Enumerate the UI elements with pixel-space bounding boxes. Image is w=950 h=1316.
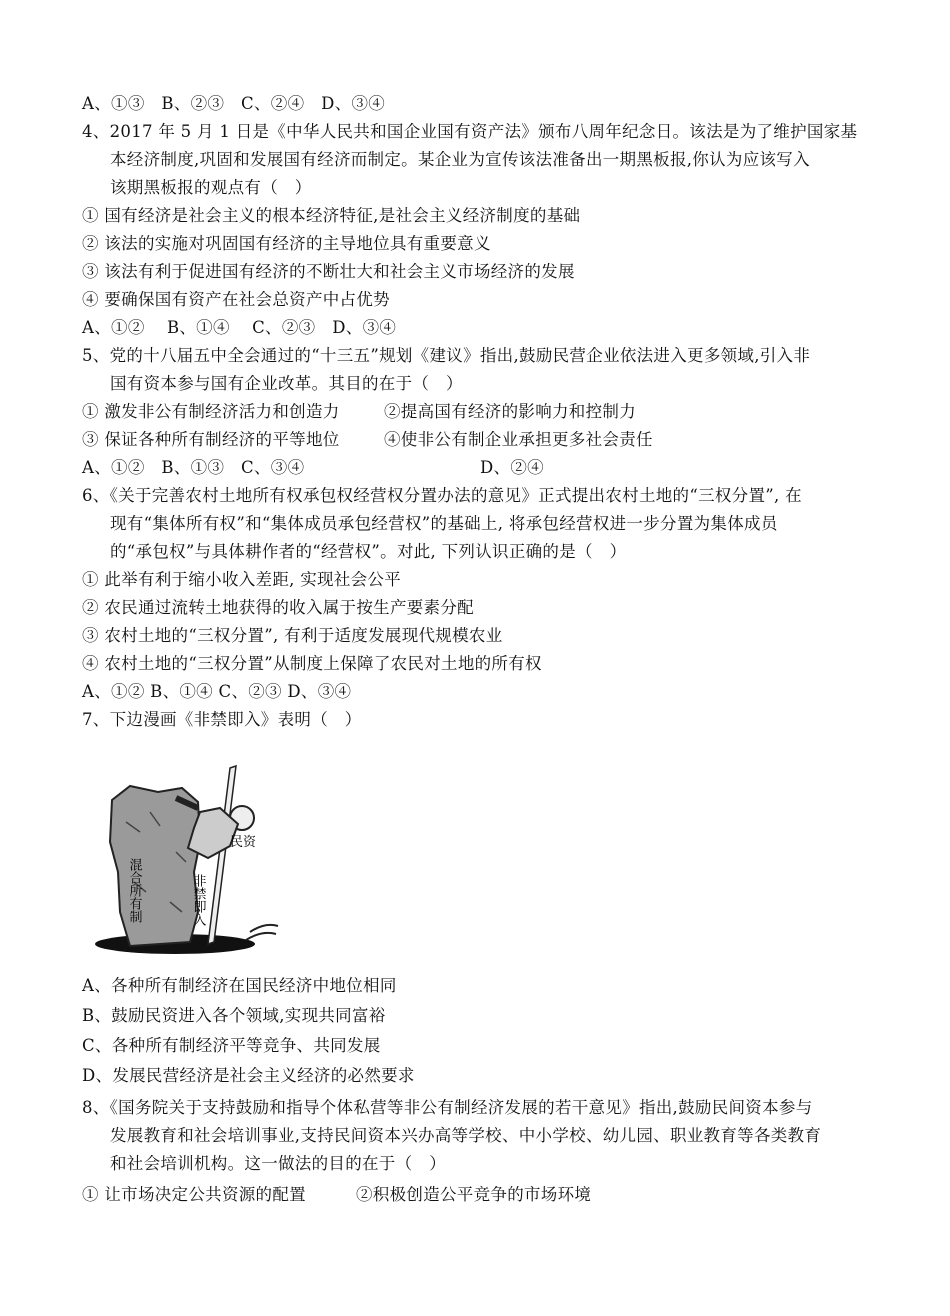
q8-stem-line3: 和社会培训机构。这一做法的目的在于（ ） (110, 1154, 446, 1173)
q5-stem-line1: 5、党的十八届五中全会通过的“十三五”规划《建议》指出,鼓励民营企业依法进入更多领域,引入非 (82, 346, 811, 365)
person-label: 民资 (230, 835, 257, 850)
q4-answer-options: A、①② B、①④ C、②③ D、③④ (82, 318, 397, 337)
q8-option-2: ②积极创造公平竞争的市场环境 (356, 1185, 592, 1204)
q4-option-1: ① 国有经济是社会主义的根本经济特征,是社会主义经济制度的基础 (82, 206, 581, 225)
rock-label: 混合所有制 (126, 858, 142, 923)
q6-stem-line3: 的“承包权”与具体耕作者的“经营权”。对此, 下列认识正确的是（ ） (110, 542, 627, 561)
q5-stem-line2: 国有资本参与国有企业改革。其目的在于（ ） (110, 374, 463, 393)
q7-option-a: A、各种所有制经济在国民经济中地位相同 (82, 976, 397, 995)
q5-option-2: ②提高国有经济的影响力和控制力 (384, 402, 636, 421)
q8-stem-line2: 发展教育和社会培训事业,支持民间资本兴办高等学校、中小学校、幼儿园、职业教育等各类教育 (110, 1126, 822, 1145)
q6-option-4: ④ 农村土地的“三权分置”从制度上保障了农民对土地的所有权 (82, 654, 542, 673)
q5-answer-options-abc: A、①② B、①③ C、③④ (82, 458, 305, 477)
q6-answer-options: A、①② B、①④ C、②③ D、③④ (82, 682, 352, 701)
q8-option-1: ① 让市场决定公共资源的配置 (82, 1185, 306, 1204)
q7-option-b: B、鼓励民资进入各个领域,实现共同富裕 (82, 1006, 386, 1025)
q6-option-3: ③ 农村土地的“三权分置”, 有利于适度发展现代规模农业 (82, 626, 503, 645)
q6-option-1: ① 此举有利于缩小收入差距, 实现社会公平 (82, 570, 402, 589)
pole-label: 非禁即入 (190, 874, 206, 926)
q4-stem-line2: 本经济制度,巩固和发展国有经济而制定。某企业为宣传该法准备出一期黑板报,你认为应该写入 (110, 150, 810, 169)
q4-stem-line1: 4、2017 年 5 月 1 日是《中华人民共和国企业国有资产法》颁布八周年纪念日。该法是为了维护国家基 (82, 122, 858, 141)
q4-stem-line3: 该期黑板报的观点有（ ） (110, 178, 312, 197)
q7-option-d: D、发展民营经济是社会主义经济的必然要求 (82, 1066, 415, 1085)
q7-stem: 7、下边漫画《非禁即入》表明（ ） (82, 710, 362, 729)
q6-stem-line2: 现有“集体所有权”和“集体成员承包经营权”的基础上, 将承包经营权进一步分置为集体成员 (110, 514, 778, 533)
cartoon-illustration (90, 762, 280, 962)
q4-option-2: ② 该法的实施对巩固国有经济的主导地位具有重要意义 (82, 234, 491, 253)
q3-answer-options: A、①③ B、②③ C、②④ D、③④ (82, 94, 386, 113)
motion-lines (246, 925, 278, 940)
q5-option-3: ③ 保证各种所有制经济的平等地位 (82, 430, 340, 449)
q5-option-1: ① 激发非公有制经济活力和创造力 (82, 402, 340, 421)
q5-option-4: ④使非公有制企业承担更多社会责任 (384, 430, 653, 449)
q8-stem-line1: 8、《国务院关于支持鼓励和指导个体私营等非公有制经济发展的若干意见》指出,鼓励民间资本参与 (82, 1098, 813, 1117)
rock-shape (110, 786, 200, 946)
cartoon-svg (90, 762, 280, 962)
q4-option-3: ③ 该法有利于促进国有经济的不断壮大和社会主义市场经济的发展 (82, 262, 575, 281)
q5-answer-option-d: D、②④ (480, 458, 544, 477)
q4-option-4: ④ 要确保国有资产在社会总资产中占优势 (82, 290, 390, 309)
q6-option-2: ② 农民通过流转土地获得的收入属于按生产要素分配 (82, 598, 474, 617)
q6-stem-line1: 6、《关于完善农村土地所有权承包权经营权分置办法的意见》正式提出农村土地的“三权分置”, 在 (82, 486, 802, 505)
q7-option-c: C、各种所有制经济平等竞争、共同发展 (82, 1036, 381, 1055)
